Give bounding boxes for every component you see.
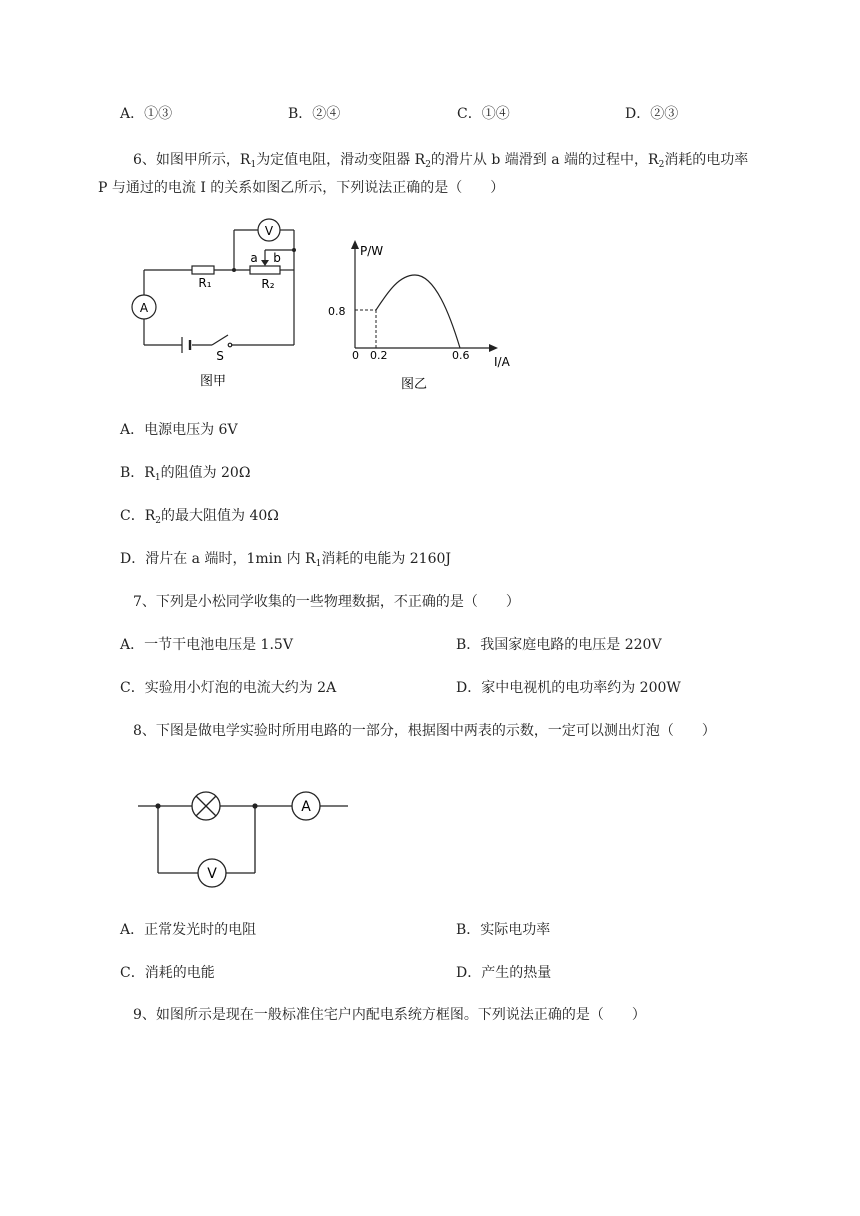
q6-option-c xyxy=(120,506,279,531)
voltmeter-label: V xyxy=(264,224,274,238)
q8-option-b: B．实际电功率 xyxy=(456,922,551,938)
voltmeter-label: V xyxy=(207,866,217,882)
q6-option-d xyxy=(120,549,451,574)
q6-stem-part: 的滑片从 b 端滑到 a 端的过程中，R xyxy=(430,152,659,168)
subscript: 1 xyxy=(315,559,322,569)
terminal-b-label: b xyxy=(273,251,281,265)
r2-label: R₂ xyxy=(261,277,275,291)
q7-option-a: A．一节干电池电压是 1.5V xyxy=(120,637,293,653)
q6-stem-line1 xyxy=(133,150,748,175)
q6-stem-part: 6、如图甲所示，R xyxy=(133,152,251,168)
x-axis-label: I/A xyxy=(494,355,510,369)
ammeter-label: A xyxy=(301,799,311,815)
subscript: 1 xyxy=(154,473,161,483)
r1-resistor xyxy=(192,266,214,274)
q6-option-c-part: C．R xyxy=(120,508,156,524)
subscript: 2 xyxy=(425,160,431,170)
q6-option-d-part: D．滑片在 a 端时，1min 内 R xyxy=(120,551,316,567)
switch-label: S xyxy=(216,349,224,363)
q7-option-d: D．家中电视机的电功率约为 200W xyxy=(456,680,681,696)
q7-stem: 7、下列是小松同学收集的一些物理数据，不正确的是（ ） xyxy=(133,594,520,610)
q8-stem: 8、下图是做电学实验时所用电路的一部分，根据图中两表的示数，一定可以测出灯泡（ ） xyxy=(133,723,716,739)
q9-stem: 9、如图所示是现在一般标准住宅户内配电系统方框图。下列说法正确的是（ ） xyxy=(133,1007,646,1023)
ammeter-label: A xyxy=(139,301,149,315)
q8-circuit-figure xyxy=(130,780,360,890)
subscript: 1 xyxy=(250,160,257,170)
q5-option-d: D．②③ xyxy=(625,106,679,122)
tick-x-0-6: 0.6 xyxy=(452,349,470,362)
figure-b-caption: 图乙 xyxy=(400,377,428,392)
q8-option-c: C．消耗的电能 xyxy=(120,965,215,981)
q6-option-c-part: 的最大阻值为 40Ω xyxy=(161,508,279,524)
q5-option-a: A．①③ xyxy=(120,106,173,122)
q8-option-d: D．产生的热量 xyxy=(456,965,552,981)
subscript: 2 xyxy=(155,516,161,526)
q6-power-graph xyxy=(320,235,530,395)
q6-option-b-part: 的阻值为 20Ω xyxy=(160,465,251,481)
tick-x-0-2: 0.2 xyxy=(370,349,388,362)
tick-origin: 0 xyxy=(352,349,359,362)
switch-blade xyxy=(212,335,228,345)
q7-option-c: C．实验用小灯泡的电流大约为 2A xyxy=(120,680,337,696)
q6-option-a: A．电源电压为 6V xyxy=(120,422,238,438)
q5-option-c: C．①④ xyxy=(457,106,510,122)
q8-option-a: A．正常发光时的电阻 xyxy=(120,922,257,938)
q6-option-b xyxy=(120,463,250,488)
terminal-a-label: a xyxy=(250,251,258,265)
q6-stem-line2: P 与通过的电流 I 的关系如图乙所示，下列说法正确的是（ ） xyxy=(98,180,505,196)
q5-option-b: B．②④ xyxy=(288,106,341,122)
subscript: 2 xyxy=(658,160,665,170)
q6-stem-part: 消耗的电功率 xyxy=(664,152,749,168)
r2-rheostat xyxy=(250,266,280,274)
r1-label: R₁ xyxy=(198,276,212,290)
q6-circuit-figure xyxy=(120,215,320,395)
figure-a-caption: 图甲 xyxy=(199,374,227,389)
q7-option-b: B．我国家庭电路的电压是 220V xyxy=(456,637,662,653)
q6-option-b-part: B．R xyxy=(120,465,155,481)
tick-y-0-8: 0.8 xyxy=(328,305,346,318)
q6-option-d-part: 消耗的电能为 2160J xyxy=(321,551,452,567)
power-curve xyxy=(376,275,460,348)
y-axis-label: P/W xyxy=(360,244,384,258)
q6-stem-part: 为定值电阻，滑动变阻器 R xyxy=(256,152,426,168)
q5-options xyxy=(120,104,820,124)
